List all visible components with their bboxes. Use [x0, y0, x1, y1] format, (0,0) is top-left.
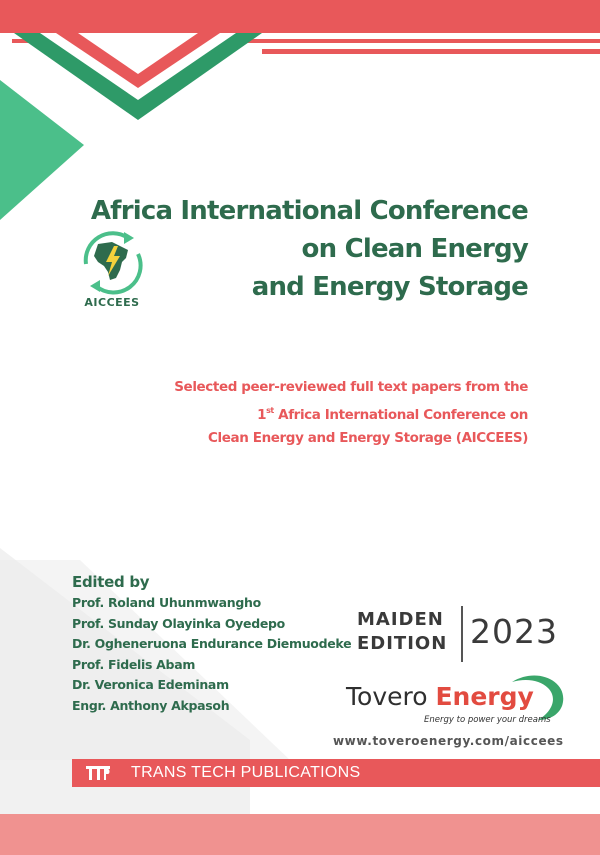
- editor-name: Prof. Fidelis Abam: [72, 656, 196, 672]
- editors-block: [72, 572, 351, 716]
- editors-heading: Edited by: [72, 573, 150, 591]
- edition-line-2: EDITION: [357, 633, 448, 654]
- subtitle-line-2: [174, 399, 528, 427]
- sponsor-name: [346, 682, 534, 711]
- edition-label: [357, 608, 447, 656]
- sponsor-website: www.toveroenergy.com/aiccees: [333, 734, 564, 748]
- edition-year: 2023: [470, 612, 558, 651]
- sponsor-tagline: Energy to power your dreams: [424, 715, 551, 725]
- aiccees-logo: [72, 222, 152, 312]
- logo-text: AICCEES: [84, 296, 140, 309]
- sponsor-name-part-1: Tovero: [346, 682, 436, 711]
- title-line-3: and Energy Storage: [251, 272, 528, 302]
- subtitle-line-3: Clean Energy and Energy Storage (AICCEES): [208, 430, 528, 446]
- subtitle: [174, 376, 528, 450]
- bottom-band: [0, 814, 600, 855]
- editor-name: Engr. Anthony Akpasoh: [72, 697, 230, 713]
- subtitle-line-1: Selected peer-reviewed full text papers from the: [174, 379, 528, 395]
- ordinal-suffix: st: [266, 406, 274, 415]
- sponsor-name-part-2: Energy: [435, 682, 534, 711]
- top-coral-band: [0, 0, 600, 33]
- edition-line-1: MAIDEN: [357, 609, 444, 630]
- top-thin-line-2: [262, 49, 600, 54]
- subtitle-line-2-text: Africa International Conference on: [273, 407, 528, 423]
- editor-name: Dr. Ogheneruona Endurance Diemuodeke: [72, 636, 352, 651]
- editor-name: Prof. Sunday Olayinka Oyedepo: [72, 615, 285, 631]
- editor-name: Dr. Veronica Edeminam: [72, 677, 229, 692]
- title-line-2: on Clean Energy: [301, 234, 528, 264]
- editor-name: Prof. Roland Uhunmwangho: [72, 595, 261, 610]
- conference-title: [91, 192, 528, 306]
- ordinal-number: 1: [257, 407, 267, 423]
- edition-divider: [461, 606, 463, 662]
- publisher-bar: [72, 759, 600, 787]
- publisher-name: TRANS TECH PUBLICATIONS: [131, 764, 361, 781]
- africa-lightning-recycle-icon: [72, 222, 152, 296]
- ttp-logo-icon: [86, 766, 110, 780]
- title-line-1: Africa International Conference: [90, 196, 528, 226]
- left-green-triangle: [0, 80, 84, 220]
